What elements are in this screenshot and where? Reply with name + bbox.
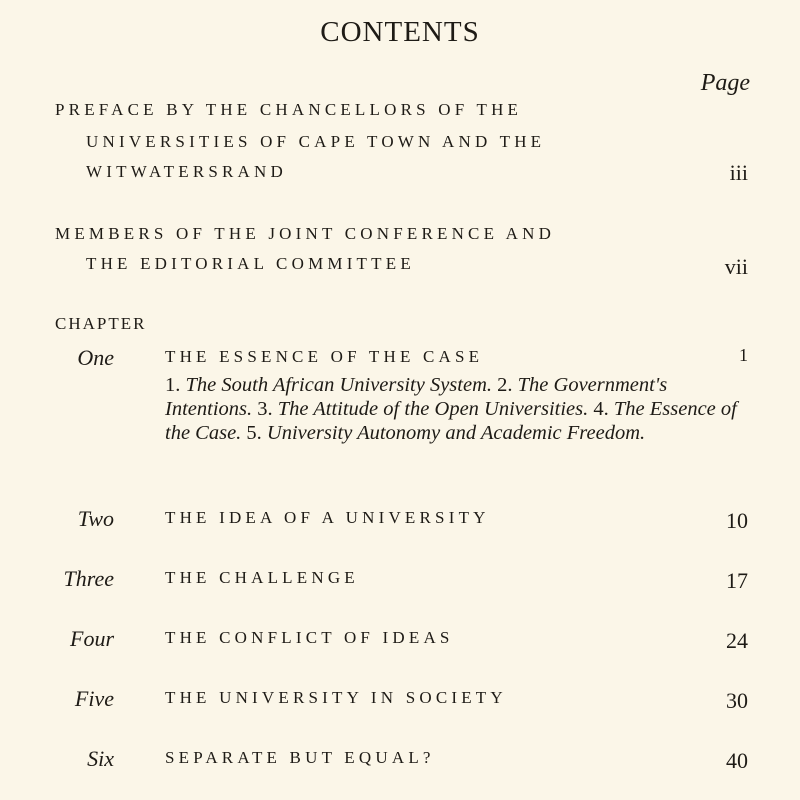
chapter-six-page-number: 40: [726, 748, 748, 773]
section-1-text: The South African University System.: [185, 374, 493, 396]
members-page-number: vii: [724, 254, 748, 279]
section-5-number: 5.: [246, 422, 262, 444]
preface-line-2: UNIVERSITIES OF CAPE TOWN AND THE: [86, 132, 546, 151]
chapter-heading: CHAPTER: [55, 314, 147, 333]
chapter-one-sections: [165, 373, 745, 445]
members-line-2: THE EDITORIAL COMMITTEE: [86, 254, 415, 273]
chapter-two-title: THE IDEA OF A UNIVERSITY: [165, 508, 490, 527]
chapter-one-title: THE ESSENCE OF THE CASE: [165, 347, 484, 366]
chapter-three-word: Three: [63, 566, 114, 591]
chapter-one-page-number: 1: [739, 345, 748, 365]
section-3-number: 3.: [257, 398, 273, 420]
chapter-three-page-number: 17: [726, 568, 748, 593]
chapter-two-page-number: 10: [726, 508, 748, 533]
section-1-number: 1.: [165, 374, 181, 396]
section-4-text: The Essence of the Case.: [165, 398, 737, 444]
chapter-five-page-number: 30: [726, 688, 748, 713]
chapter-three-title: THE CHALLENGE: [165, 568, 359, 587]
section-4-number: 4.: [593, 398, 609, 420]
chapter-six-word: Six: [87, 746, 114, 771]
page-title: CONTENTS: [320, 16, 480, 48]
section-2-text: The Government's Intentions.: [165, 374, 668, 420]
chapter-six-title: SEPARATE BUT EQUAL?: [165, 748, 435, 767]
chapter-two-word: Two: [77, 506, 114, 531]
section-5-text: University Autonomy and Academic Freedom.: [266, 422, 646, 444]
page-column-label: Page: [700, 70, 750, 96]
preface-page-number: iii: [729, 160, 748, 185]
chapter-four-title: THE CONFLICT OF IDEAS: [165, 628, 454, 647]
chapter-four-word: Four: [70, 626, 114, 651]
chapter-five-title: THE UNIVERSITY IN SOCIETY: [165, 688, 507, 707]
section-3-text: The Attitude of the Open Universities.: [277, 398, 589, 420]
preface-line-3: WITWATERSRAND: [86, 162, 287, 181]
chapter-five-word: Five: [74, 686, 114, 711]
preface-line-1: PREFACE BY THE CHANCELLORS OF THE: [55, 100, 523, 119]
members-line-1: MEMBERS OF THE JOINT CONFERENCE AND: [55, 224, 556, 243]
chapter-one-word: One: [77, 345, 114, 370]
chapter-four-page-number: 24: [726, 628, 748, 653]
section-2-number: 2.: [497, 374, 513, 396]
